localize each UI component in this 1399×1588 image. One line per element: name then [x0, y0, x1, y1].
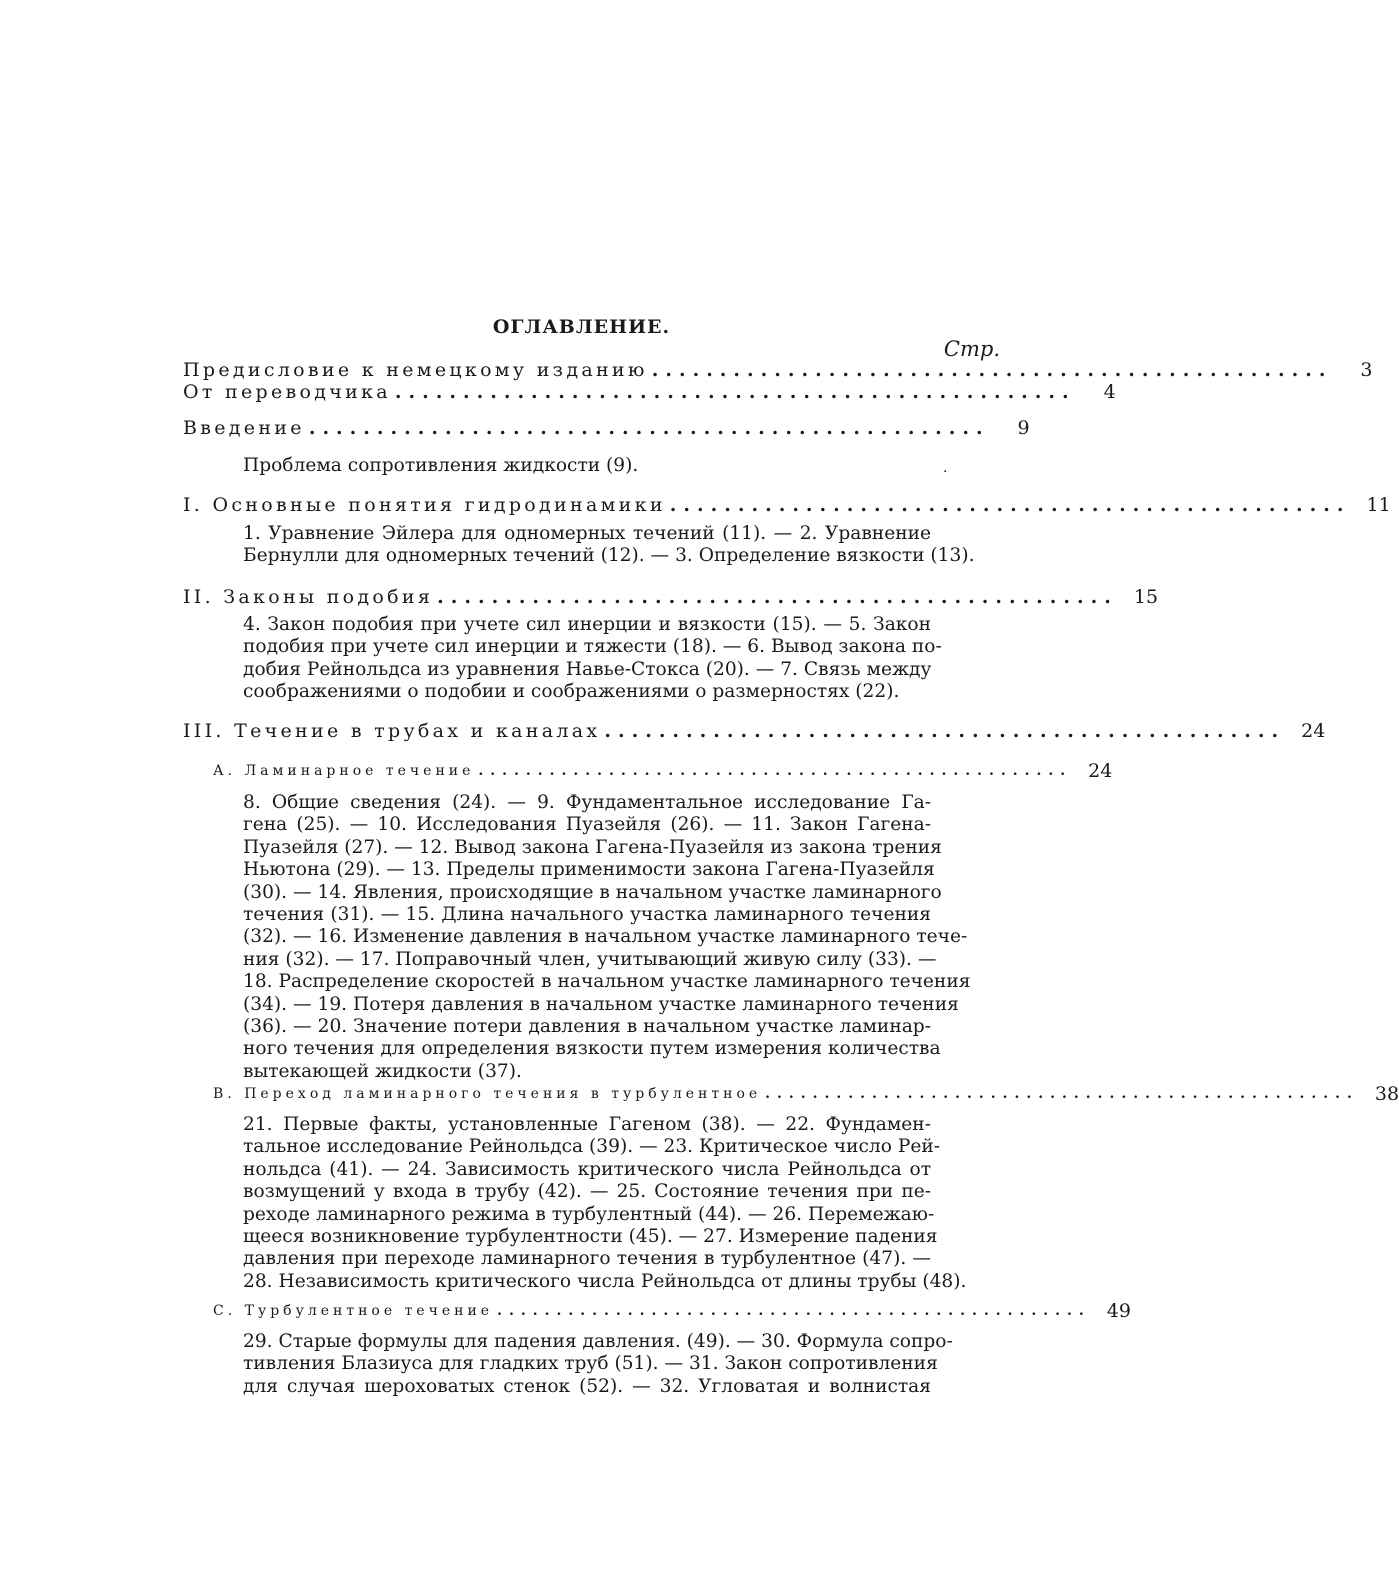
toc-intro-text: Проблема сопротивления жидкости (9). — [243, 455, 639, 476]
text-line: возмущений у входа в трубу (42). — 25. Состояние течения при пе- — [243, 1181, 931, 1203]
text-line: добия Рейнольдса из уравнения Навье-Стокса (20). — 7. Связь между — [243, 658, 932, 680]
toc-entry-page: 11 — [1366, 494, 1391, 516]
dot-leader: .................................................. — [497, 1303, 1091, 1319]
toc-entry-translator — [183, 380, 1116, 404]
toc-entry-sec-a — [213, 759, 1113, 783]
toc-entry-page: 9 — [1017, 417, 1030, 439]
page-column-label: Стр. — [943, 337, 1000, 361]
toc-entry-page: 24 — [1301, 720, 1326, 742]
text-line: тивления Блазиуса для гладких труб (51). — 31. Закон сопротивления — [243, 1353, 938, 1375]
dot-leader: .................................................. — [478, 763, 1073, 779]
text-line: нольдса (41). — 24. Зависимость критического числа Рейнольдса от — [243, 1158, 931, 1180]
text-line: 4. Закон подобия при учете сил инерции и вязкости (15). — 5. Закон — [243, 614, 931, 635]
toc-entry-page: 3 — [1360, 359, 1373, 381]
text-line: ния (32). — 17. Поправочный член, учитывающий живую силу (33). — — [243, 948, 937, 970]
text-line: соображениями о подобии и соображениями о размерностях (22). — [243, 681, 900, 703]
toc-entry-page: 49 — [1106, 1300, 1131, 1322]
toc-entry-label: Введение — [183, 417, 305, 439]
text-line: Ньютона (29). — 13. Пределы применимости закона Гагена-Пуазейля — [243, 859, 935, 881]
toc-entry-ch3 — [183, 719, 1326, 743]
toc-entry-page: 4 — [1103, 381, 1116, 403]
dot-leader: .................................................. — [437, 586, 1118, 608]
page-title: ОГЛАВЛЕНИЕ. — [492, 316, 671, 338]
text-line: течения (31). — 15. Длина начального участка ламинарного течения — [243, 904, 931, 926]
dot-leader: .................................................. — [394, 381, 1076, 403]
toc-entry-label: I. Основные понятия гидродинамики — [183, 494, 666, 516]
text-line: для случая шероховатых стенок (52). — 32. Угловатая и волнистая — [243, 1375, 931, 1397]
toc-entry-label: Предисловие к немецкому изданию — [183, 359, 648, 381]
text-line: 21. Первые факты, установленные Гагеном (38). — 22. Фундамен- — [243, 1114, 931, 1135]
text-line: 29. Старые формулы для падения давления. (49). — 30. Формула сопро- — [243, 1331, 953, 1352]
toc-entry-label: В. Переход ламинарного течения в турбулентное — [213, 1086, 762, 1102]
text-line: (30). — 14. Явления, происходящие в начальном участке ламинарного — [243, 881, 942, 903]
toc-entry-ch2 — [183, 585, 1159, 609]
text-line: щееся возникновение турбулентности (45). — 27. Измерение падения — [243, 1226, 938, 1248]
toc-sec-a-text — [243, 792, 971, 1083]
toc-ch2-text — [243, 614, 942, 704]
dot-leader: .................................................. — [765, 1086, 1359, 1102]
text-line: (34). — 19. Потеря давления в начальном участке ламинарного течения — [243, 993, 959, 1015]
text-line: Пуазейля (27). — 12. Вывод закона Гагена-Пуазейля из закона трения — [243, 836, 942, 858]
toc-sec-b-text — [243, 1114, 967, 1293]
text-line: 28. Независимость критического числа Рейнольдса от длины трубы (48). — [243, 1270, 967, 1292]
text-line: 8. Общие сведения (24). — 9. Фундаментальное исследование Га- — [243, 792, 931, 813]
dot-leader: .................................................. — [308, 417, 990, 439]
toc-sec-c-text — [243, 1331, 953, 1398]
dot-leader: .................................................. — [669, 494, 1351, 516]
dot-leader: .................................................. — [651, 359, 1333, 381]
text-line: Бернулли для одномерных течений (12). — 3. Определение вязкости (13). — [243, 545, 975, 567]
toc-entry-page: 24 — [1088, 760, 1113, 782]
text-line: давления при переходе ламинарного течения в турбулентное (47). — — [243, 1248, 931, 1270]
text-line: (36). — 20. Значение потери давления в начальном участке ламинар- — [243, 1016, 931, 1038]
text-line: (32). — 16. Изменение давления в начальном участке ламинарного тече- — [243, 926, 968, 948]
toc-entry-sec-b — [213, 1082, 1399, 1106]
toc-entry-intro — [183, 416, 1030, 440]
text-line: подобия при учете сил инерции и тяжести (18). — 6. Вывод закона по- — [243, 636, 942, 658]
toc-entry-label: III. Течение в трубах и каналах — [183, 720, 601, 742]
text-line: 18. Распределение скоростей в начальном участке ламинарного течения — [243, 971, 971, 993]
dot-leader: .................................................. — [604, 720, 1286, 742]
text-line: вытекающей жидкости (37). — [243, 1060, 522, 1082]
toc-entry-label: А. Ламинарное течение — [213, 763, 475, 779]
toc-entry-page: 38 — [1374, 1083, 1399, 1105]
text-line: гена (25). — 10. Исследования Пуазейля (26). — 11. Закон Гагена- — [243, 814, 931, 836]
toc-entry-ch1 — [183, 493, 1391, 517]
text-line: реходе ламинарного режима в турбулентный (44). — 26. Перемежаю- — [243, 1203, 935, 1225]
toc-entry-sec-c — [213, 1299, 1131, 1323]
toc-entry-page: 15 — [1133, 586, 1159, 608]
toc-entry-label: От переводчика — [183, 381, 391, 403]
toc-entry-label: II. Законы подобия — [183, 586, 434, 608]
text-line: тальное исследование Рейнольдса (39). — 23. Критическое число Рей- — [243, 1136, 941, 1158]
toc-ch1-text — [243, 523, 975, 568]
text-line: 1. Уравнение Эйлера для одномерных течений (11). — 2. Уравнение — [243, 523, 931, 544]
toc-entry-label: С. Турбулентное течение — [213, 1303, 494, 1319]
toc-entry-preface — [183, 358, 1373, 382]
text-line: ного течения для определения вязкости путем измерения количества — [243, 1038, 941, 1060]
stray-mark: · — [943, 464, 948, 480]
